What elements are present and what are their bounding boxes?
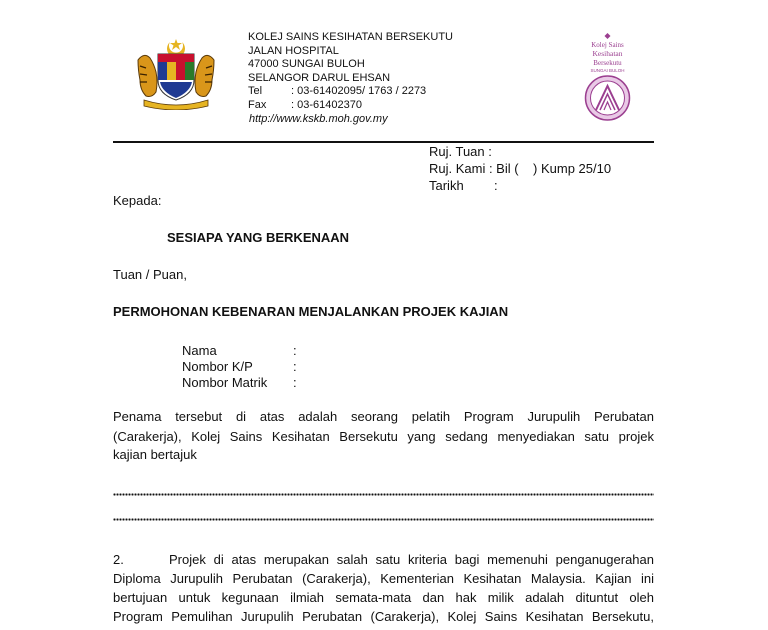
recipient-heading: SESIAPA YANG BERKENAAN	[167, 230, 350, 245]
field-colon: :	[293, 375, 297, 390]
ruj-tuan: Ruj. Tuan :	[429, 144, 492, 159]
para2-number: 2.	[113, 552, 124, 567]
logo-text-line-1: Kolej Sains	[591, 41, 624, 49]
para1-line-1: Penama tersebut di atas adalah seorang pelatih Program Jurupulih Perubatan	[113, 409, 654, 424]
tarikh-row	[429, 177, 611, 194]
para1-line-2: (Carakerja), Kolej Sains Kesihatan Bersekutu yang sedang menyediakan satu projek	[113, 429, 654, 444]
address-line-3: SELANGOR DARUL EHSAN	[248, 71, 391, 84]
tel-row	[248, 85, 453, 99]
fax-value: : 03-61402370	[291, 98, 362, 111]
field-label: Nama	[182, 343, 217, 358]
tel-label: Tel	[248, 85, 263, 98]
field-nombor-matrik	[182, 375, 297, 391]
title-dotted-line-1	[113, 493, 654, 496]
address-line-2: 47000 SUNGAI BULOH	[248, 58, 365, 71]
logo-text-line-3: Bersekutu	[593, 59, 622, 67]
subject-heading: PERMOHONAN KEBENARAN MENJALANKAN PROJEK KAJIAN	[113, 304, 509, 319]
field-colon: :	[293, 343, 297, 358]
institution-name: KOLEJ SAINS KESIHATAN BERSEKUTU	[248, 31, 453, 43]
para2-line-2: Diploma Jurupulih Perubatan (Carakerja), Kementerian Kesihatan Malaysia. Kajian ini	[113, 571, 654, 586]
tarikh-colon: :	[494, 178, 498, 193]
website-link[interactable]: http://www.kskb.moh.gov.my	[249, 112, 388, 125]
logo-text-line-4: SUNGAI BULOH	[590, 68, 625, 73]
student-fields	[182, 343, 297, 391]
salutation: Tuan / Puan,	[113, 267, 187, 282]
fax-label: Fax	[248, 98, 267, 111]
logo-text-line-2: Kesihatan	[592, 49, 623, 58]
ruj-kami: Ruj. Kami : Bil ( ) Kump 25/10	[429, 161, 612, 176]
para2-line-1: Projek di atas merupakan salah satu kriteria bagi memenuhi penganugerahan	[169, 552, 654, 567]
field-nama	[182, 343, 297, 359]
field-colon: :	[293, 359, 297, 374]
para1-line-3: kajian bertajuk	[113, 447, 197, 462]
coat-of-arms-logo	[134, 38, 218, 110]
tarikh-label: Tarikh	[429, 178, 464, 193]
field-label: Nombor K/P	[182, 359, 253, 374]
address-line-1: JALAN HOSPITAL	[248, 44, 339, 57]
para2-line-3: bertujuan untuk kegunaan ilmiah semata-mata dan hak milik adalah dituntut oleh	[113, 590, 654, 605]
kepada-label: Kepada:	[113, 193, 162, 208]
tel-value: : 03-61402095/ 1763 / 2273	[291, 85, 427, 98]
field-label: Nombor Matrik	[182, 375, 268, 390]
title-dotted-line-2	[113, 518, 654, 521]
college-logo	[580, 30, 635, 124]
fax-row	[248, 99, 453, 113]
field-nombor-kp	[182, 359, 297, 375]
para2-line-4: Program Pemulihan Jurupulih Perubatan (Carakerja), Kolej Sains Kesihatan Bersekutu,	[113, 609, 654, 624]
